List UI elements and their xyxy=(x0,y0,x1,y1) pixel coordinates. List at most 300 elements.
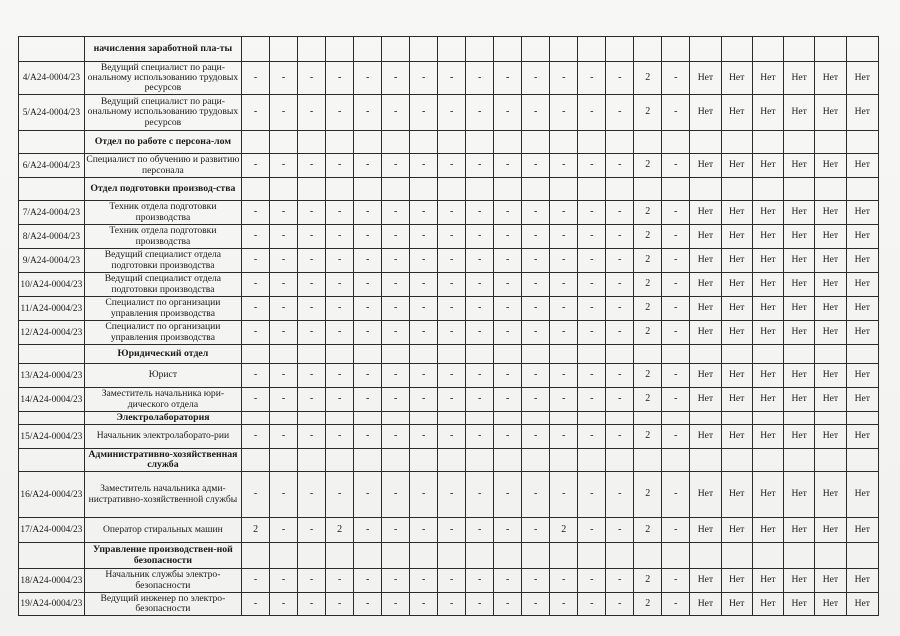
result-cell: Нет xyxy=(721,364,752,388)
table-row xyxy=(19,364,879,388)
value-cell: - xyxy=(410,388,438,412)
position-name: Начальник электролаборато-рии xyxy=(84,425,241,449)
result-cell: Нет xyxy=(846,425,878,449)
value-cell: - xyxy=(494,364,522,388)
empty-cell xyxy=(606,412,634,425)
empty-cell xyxy=(242,345,270,364)
value-cell: - xyxy=(270,249,298,273)
value-cell: - xyxy=(438,95,466,131)
value-cell: - xyxy=(438,297,466,321)
value-cell: - xyxy=(494,518,522,543)
empty-cell xyxy=(494,345,522,364)
value-cell: - xyxy=(382,425,410,449)
result-cell: Нет xyxy=(784,569,815,593)
section-title: Электролаборатория xyxy=(84,412,241,425)
empty-cell xyxy=(662,131,690,154)
result-cell: Нет xyxy=(752,62,783,95)
value-cell: - xyxy=(494,201,522,225)
value-cell: - xyxy=(298,225,326,249)
result-cell: Нет xyxy=(752,364,783,388)
value-cell: - xyxy=(494,95,522,131)
value-cell: - xyxy=(466,225,494,249)
table-row xyxy=(19,472,879,518)
empty-cell xyxy=(662,345,690,364)
value-cell: - xyxy=(410,249,438,273)
value-cell: - xyxy=(494,249,522,273)
value-cell: - xyxy=(298,201,326,225)
empty-cell xyxy=(550,345,578,364)
value-cell: - xyxy=(270,593,298,616)
table-row xyxy=(19,225,879,249)
section-title: Отдел подготовки производ-ства xyxy=(84,178,241,201)
value-cell: - xyxy=(466,425,494,449)
empty-cell xyxy=(578,37,606,62)
empty-cell xyxy=(606,37,634,62)
empty-cell xyxy=(606,178,634,201)
value-cell: - xyxy=(242,273,270,297)
empty-cell xyxy=(784,178,815,201)
row-number xyxy=(19,178,85,201)
section-row xyxy=(19,412,879,425)
result-cell: Нет xyxy=(690,518,721,543)
empty-cell xyxy=(690,543,721,569)
empty-cell xyxy=(270,449,298,472)
table-row xyxy=(19,297,879,321)
value-cell: - xyxy=(606,388,634,412)
value-cell: - xyxy=(522,593,550,616)
value-cell: - xyxy=(354,95,382,131)
empty-cell xyxy=(634,345,662,364)
value-cell: - xyxy=(326,225,354,249)
value-cell: - xyxy=(326,388,354,412)
empty-cell xyxy=(354,543,382,569)
value-cell: - xyxy=(662,201,690,225)
empty-cell xyxy=(326,178,354,201)
result-cell: Нет xyxy=(721,297,752,321)
value-cell: - xyxy=(270,321,298,345)
empty-cell xyxy=(784,345,815,364)
value-cell: - xyxy=(382,364,410,388)
table-row xyxy=(19,154,879,178)
value-cell: - xyxy=(494,321,522,345)
empty-cell xyxy=(466,131,494,154)
value-cell: - xyxy=(578,472,606,518)
assessment-table xyxy=(18,36,879,616)
value-cell: - xyxy=(522,273,550,297)
value-cell: 2 xyxy=(634,249,662,273)
value-cell: - xyxy=(550,321,578,345)
empty-cell xyxy=(578,543,606,569)
value-cell: - xyxy=(242,321,270,345)
value-cell: - xyxy=(438,321,466,345)
result-cell: Нет xyxy=(784,225,815,249)
value-cell: - xyxy=(606,154,634,178)
value-cell: - xyxy=(298,425,326,449)
empty-cell xyxy=(690,131,721,154)
result-cell: Нет xyxy=(846,364,878,388)
empty-cell xyxy=(410,543,438,569)
empty-cell xyxy=(298,543,326,569)
value-cell: - xyxy=(662,569,690,593)
value-cell: - xyxy=(578,95,606,131)
result-cell: Нет xyxy=(721,569,752,593)
value-cell: - xyxy=(242,62,270,95)
value-cell: - xyxy=(270,95,298,131)
empty-cell xyxy=(354,131,382,154)
value-cell: - xyxy=(606,569,634,593)
empty-cell xyxy=(690,412,721,425)
value-cell: 2 xyxy=(634,321,662,345)
result-cell: Нет xyxy=(784,201,815,225)
value-cell: - xyxy=(578,593,606,616)
value-cell: - xyxy=(606,321,634,345)
value-cell: - xyxy=(522,425,550,449)
section-row xyxy=(19,131,879,154)
value-cell: - xyxy=(242,249,270,273)
value-cell: - xyxy=(326,569,354,593)
value-cell: - xyxy=(354,472,382,518)
value-cell: - xyxy=(522,225,550,249)
value-cell: - xyxy=(494,388,522,412)
value-cell: - xyxy=(438,201,466,225)
section-title: начисления заработной пла-ты xyxy=(84,37,241,62)
empty-cell xyxy=(550,449,578,472)
value-cell: - xyxy=(354,518,382,543)
empty-cell xyxy=(382,412,410,425)
value-cell: - xyxy=(438,364,466,388)
empty-cell xyxy=(578,345,606,364)
empty-cell xyxy=(466,412,494,425)
value-cell: - xyxy=(242,472,270,518)
empty-cell xyxy=(634,412,662,425)
value-cell: 2 xyxy=(634,425,662,449)
empty-cell xyxy=(578,178,606,201)
empty-cell xyxy=(721,178,752,201)
empty-cell xyxy=(662,37,690,62)
row-number xyxy=(19,449,85,472)
value-cell: - xyxy=(270,225,298,249)
result-cell: Нет xyxy=(815,569,846,593)
empty-cell xyxy=(326,37,354,62)
value-cell: - xyxy=(522,154,550,178)
row-number: 12/А24-0004/23 xyxy=(19,321,85,345)
value-cell: 2 xyxy=(634,225,662,249)
value-cell: - xyxy=(494,569,522,593)
result-cell: Нет xyxy=(752,472,783,518)
value-cell: - xyxy=(550,569,578,593)
result-cell: Нет xyxy=(784,321,815,345)
empty-cell xyxy=(606,345,634,364)
result-cell: Нет xyxy=(690,321,721,345)
position-name: Начальник службы электро-безопасности xyxy=(84,569,241,593)
empty-cell xyxy=(846,543,878,569)
value-cell: - xyxy=(606,273,634,297)
value-cell: - xyxy=(382,62,410,95)
value-cell: - xyxy=(410,201,438,225)
result-cell: Нет xyxy=(752,388,783,412)
result-cell: Нет xyxy=(815,472,846,518)
empty-cell xyxy=(784,131,815,154)
empty-cell xyxy=(242,131,270,154)
section-row xyxy=(19,345,879,364)
value-cell: - xyxy=(606,593,634,616)
result-cell: Нет xyxy=(721,95,752,131)
result-cell: Нет xyxy=(690,297,721,321)
value-cell: - xyxy=(270,154,298,178)
value-cell: - xyxy=(662,321,690,345)
empty-cell xyxy=(815,412,846,425)
empty-cell xyxy=(662,412,690,425)
value-cell: 2 xyxy=(326,518,354,543)
value-cell: - xyxy=(466,518,494,543)
empty-cell xyxy=(270,543,298,569)
result-cell: Нет xyxy=(815,297,846,321)
empty-cell xyxy=(354,449,382,472)
value-cell: - xyxy=(438,593,466,616)
value-cell: - xyxy=(382,569,410,593)
row-number: 13/А24-0004/23 xyxy=(19,364,85,388)
result-cell: Нет xyxy=(784,518,815,543)
result-cell: Нет xyxy=(690,569,721,593)
empty-cell xyxy=(721,37,752,62)
empty-cell xyxy=(298,345,326,364)
value-cell: - xyxy=(662,225,690,249)
empty-cell xyxy=(522,37,550,62)
empty-cell xyxy=(410,37,438,62)
result-cell: Нет xyxy=(752,593,783,616)
empty-cell xyxy=(634,37,662,62)
value-cell: - xyxy=(522,364,550,388)
position-name: Ведущий специалист отдела подготовки производства xyxy=(84,273,241,297)
value-cell: - xyxy=(494,273,522,297)
value-cell: 2 xyxy=(634,95,662,131)
result-cell: Нет xyxy=(815,201,846,225)
table-row xyxy=(19,569,879,593)
empty-cell xyxy=(662,543,690,569)
value-cell: - xyxy=(298,321,326,345)
value-cell: - xyxy=(494,62,522,95)
value-cell: - xyxy=(298,388,326,412)
value-cell: - xyxy=(578,569,606,593)
value-cell: - xyxy=(354,321,382,345)
value-cell: - xyxy=(522,249,550,273)
result-cell: Нет xyxy=(815,95,846,131)
result-cell: Нет xyxy=(721,472,752,518)
value-cell: - xyxy=(550,225,578,249)
value-cell: - xyxy=(382,388,410,412)
value-cell: - xyxy=(410,472,438,518)
value-cell: - xyxy=(466,249,494,273)
position-name: Техник отдела подготовки производства xyxy=(84,201,241,225)
empty-cell xyxy=(606,449,634,472)
value-cell: - xyxy=(606,249,634,273)
result-cell: Нет xyxy=(846,249,878,273)
empty-cell xyxy=(721,412,752,425)
empty-cell xyxy=(466,178,494,201)
value-cell: - xyxy=(326,297,354,321)
value-cell: - xyxy=(550,154,578,178)
table-row xyxy=(19,273,879,297)
empty-cell xyxy=(846,37,878,62)
result-cell: Нет xyxy=(846,225,878,249)
empty-cell xyxy=(721,543,752,569)
value-cell: - xyxy=(382,249,410,273)
value-cell: - xyxy=(382,593,410,616)
value-cell: - xyxy=(410,95,438,131)
empty-cell xyxy=(410,131,438,154)
value-cell: - xyxy=(578,201,606,225)
result-cell: Нет xyxy=(690,425,721,449)
empty-cell xyxy=(662,449,690,472)
empty-cell xyxy=(410,178,438,201)
result-cell: Нет xyxy=(846,388,878,412)
empty-cell xyxy=(242,412,270,425)
empty-cell xyxy=(846,345,878,364)
value-cell: - xyxy=(662,297,690,321)
empty-cell xyxy=(326,543,354,569)
empty-cell xyxy=(550,412,578,425)
empty-cell xyxy=(494,412,522,425)
value-cell: - xyxy=(550,95,578,131)
row-number: 17/А24-0004/23 xyxy=(19,518,85,543)
result-cell: Нет xyxy=(846,472,878,518)
result-cell: Нет xyxy=(690,95,721,131)
value-cell: 2 xyxy=(634,388,662,412)
empty-cell xyxy=(242,37,270,62)
row-number: 5/А24-0004/23 xyxy=(19,95,85,131)
result-cell: Нет xyxy=(721,201,752,225)
value-cell: - xyxy=(270,62,298,95)
value-cell: - xyxy=(298,364,326,388)
value-cell: - xyxy=(466,321,494,345)
value-cell: - xyxy=(354,154,382,178)
value-cell: - xyxy=(382,201,410,225)
empty-cell xyxy=(326,412,354,425)
section-row xyxy=(19,37,879,62)
empty-cell xyxy=(522,131,550,154)
empty-cell xyxy=(522,412,550,425)
value-cell: - xyxy=(326,321,354,345)
empty-cell xyxy=(846,412,878,425)
value-cell: - xyxy=(438,425,466,449)
value-cell: - xyxy=(494,593,522,616)
result-cell: Нет xyxy=(721,62,752,95)
value-cell: - xyxy=(494,425,522,449)
value-cell: - xyxy=(606,297,634,321)
empty-cell xyxy=(438,37,466,62)
empty-cell xyxy=(815,178,846,201)
result-cell: Нет xyxy=(815,225,846,249)
position-name: Юрист xyxy=(84,364,241,388)
table-row xyxy=(19,201,879,225)
row-number xyxy=(19,131,85,154)
value-cell: - xyxy=(466,273,494,297)
result-cell: Нет xyxy=(815,518,846,543)
table-row xyxy=(19,62,879,95)
value-cell: - xyxy=(662,62,690,95)
empty-cell xyxy=(298,412,326,425)
value-cell: - xyxy=(354,273,382,297)
value-cell: - xyxy=(494,472,522,518)
value-cell: - xyxy=(606,62,634,95)
table-row xyxy=(19,95,879,131)
value-cell: - xyxy=(550,62,578,95)
value-cell: - xyxy=(242,364,270,388)
value-cell: - xyxy=(662,364,690,388)
value-cell: - xyxy=(382,273,410,297)
empty-cell xyxy=(494,131,522,154)
result-cell: Нет xyxy=(815,364,846,388)
value-cell: - xyxy=(354,425,382,449)
result-cell: Нет xyxy=(815,273,846,297)
value-cell: - xyxy=(466,388,494,412)
result-cell: Нет xyxy=(752,154,783,178)
row-number xyxy=(19,37,85,62)
empty-cell xyxy=(298,178,326,201)
empty-cell xyxy=(634,449,662,472)
value-cell: - xyxy=(242,154,270,178)
value-cell: - xyxy=(298,62,326,95)
value-cell: 2 xyxy=(634,518,662,543)
empty-cell xyxy=(382,345,410,364)
value-cell: - xyxy=(578,425,606,449)
value-cell: - xyxy=(326,95,354,131)
empty-cell xyxy=(721,449,752,472)
value-cell: - xyxy=(466,95,494,131)
result-cell: Нет xyxy=(846,569,878,593)
result-cell: Нет xyxy=(815,154,846,178)
value-cell: - xyxy=(410,569,438,593)
value-cell: - xyxy=(354,225,382,249)
table-row xyxy=(19,321,879,345)
result-cell: Нет xyxy=(721,388,752,412)
value-cell: - xyxy=(662,388,690,412)
empty-cell xyxy=(550,178,578,201)
value-cell: - xyxy=(662,95,690,131)
empty-cell xyxy=(438,131,466,154)
value-cell: - xyxy=(270,273,298,297)
empty-cell xyxy=(634,131,662,154)
empty-cell xyxy=(298,131,326,154)
position-name: Оператор стиральных машин xyxy=(84,518,241,543)
table-row xyxy=(19,593,879,616)
value-cell: - xyxy=(438,569,466,593)
empty-cell xyxy=(815,543,846,569)
value-cell: 2 xyxy=(634,62,662,95)
value-cell: - xyxy=(550,364,578,388)
value-cell: - xyxy=(298,273,326,297)
section-title: Управление производствен-ной безопасности xyxy=(84,543,241,569)
row-number xyxy=(19,412,85,425)
result-cell: Нет xyxy=(846,518,878,543)
value-cell: - xyxy=(578,273,606,297)
empty-cell xyxy=(410,449,438,472)
result-cell: Нет xyxy=(846,62,878,95)
value-cell: - xyxy=(606,425,634,449)
value-cell: - xyxy=(522,388,550,412)
result-cell: Нет xyxy=(690,154,721,178)
empty-cell xyxy=(354,345,382,364)
empty-cell xyxy=(550,543,578,569)
value-cell: - xyxy=(494,225,522,249)
value-cell: - xyxy=(578,249,606,273)
result-cell: Нет xyxy=(690,225,721,249)
result-cell: Нет xyxy=(752,569,783,593)
value-cell: - xyxy=(410,154,438,178)
row-number: 9/А24-0004/23 xyxy=(19,249,85,273)
value-cell: - xyxy=(410,425,438,449)
value-cell: - xyxy=(522,201,550,225)
